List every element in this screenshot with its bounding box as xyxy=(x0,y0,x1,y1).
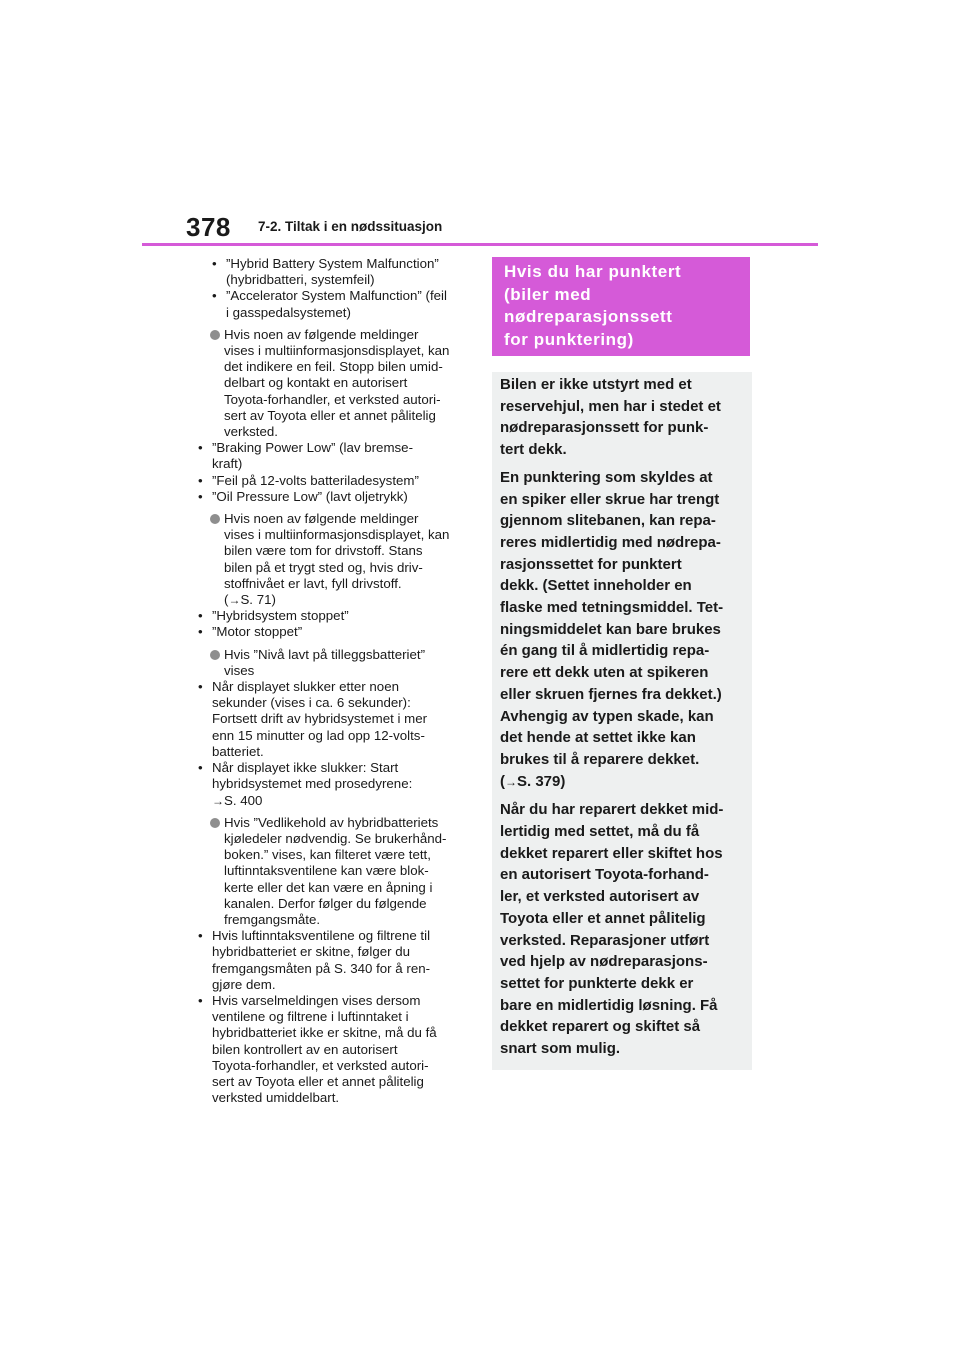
paragraph-line: Toyota eller et annet pålitelig xyxy=(500,909,706,927)
bullet-paragraph xyxy=(210,511,472,608)
list-item xyxy=(196,489,472,505)
page-number: 378 xyxy=(186,212,231,242)
paragraph-line: kerte eller det kan være en åpning i xyxy=(224,879,433,895)
paragraph-line: ler, et verksted autorisert av xyxy=(500,888,700,906)
paragraph-line: boken.” vises, kan filteret være tett, xyxy=(224,847,431,863)
info-paragraph xyxy=(500,374,744,461)
paragraph-line: nødreparasjonssett for punk- xyxy=(500,419,709,437)
list-item xyxy=(196,993,472,1106)
paragraph-line: dekket reparert eller skiftet hos xyxy=(500,844,723,862)
list-item-line: ”Motor stoppet” xyxy=(212,624,303,640)
sub-list xyxy=(196,679,472,809)
list-item-line: sert av Toyota eller et annet pålitelig xyxy=(212,1073,424,1089)
heading-line: nødreparasjonssett xyxy=(504,307,673,326)
list-item-line: bilen kontrollert av en autorisert xyxy=(212,1041,398,1057)
paragraph-line: én gang til å midlertidig repa- xyxy=(500,642,710,660)
bullet-paragraph xyxy=(210,327,472,440)
paragraph-line: brukes til å reparere dekket. xyxy=(500,750,700,768)
paragraph-line: verksted. Reparasjoner utført xyxy=(500,931,710,949)
list-item-line: i gasspedalsystemet) xyxy=(226,304,351,320)
paragraph-line: snart som mulig. xyxy=(500,1040,621,1058)
info-box xyxy=(492,372,752,1070)
sub-list xyxy=(196,608,472,640)
paragraph-line: reservehjul, men har i stedet et xyxy=(500,397,721,415)
paragraph-line: Hvis noen av følgende meldinger xyxy=(224,511,419,527)
bullet-mark: • xyxy=(198,488,203,504)
paragraph-line: en autorisert Toyota-forhand- xyxy=(500,866,709,884)
list-item xyxy=(196,608,472,624)
paragraph-line: stoffnivået er lavt, fyll drivstoff. xyxy=(224,575,402,591)
list-item-line: verksted umiddelbart. xyxy=(212,1090,340,1106)
heading-box xyxy=(492,257,750,356)
paragraph-line: det hende at settet ikke kan xyxy=(500,729,696,747)
list-item-line: Hvis luftinntaksventilene og filtrene til xyxy=(212,928,431,944)
list-item-line: ventilene og filtrene i luftinntaket i xyxy=(212,1009,409,1025)
paragraph-line: Toyota-forhandler, et verksted autori- xyxy=(224,391,441,407)
list-item-line: hybridbatteriet ikke er skitne, må du få xyxy=(212,1025,437,1041)
paragraph-line: fremgangsmåte. xyxy=(224,911,321,927)
paragraph-line: lertidig med settet, må du få xyxy=(500,823,700,841)
arrow-icon: → xyxy=(505,774,517,789)
paragraph-line: tert dekk. xyxy=(500,441,567,459)
ref-text: S. 71) xyxy=(240,592,276,608)
paragraph-line: reres midlertidig med nødrepa- xyxy=(500,533,721,551)
list-item-line: Når displayet ikke slukker: Start xyxy=(212,760,399,776)
list-item-line: fremgangsmåten på S. 340 for å ren- xyxy=(212,960,431,976)
paragraph-line: en spiker eller skrue har trengt xyxy=(500,490,720,508)
paragraph-line: kjøledeler nødvendig. Se brukerhånd- xyxy=(224,830,447,846)
list-item-line: Fortsett drift av hybridsystemet i mer xyxy=(212,711,428,727)
list-item-line: Når displayet slukker etter noen xyxy=(212,679,399,695)
heading-line: for punktering) xyxy=(504,329,634,349)
paragraph-line: verksted. xyxy=(224,424,278,440)
list-item-line: hybridbatteriet er skitne, følger du xyxy=(212,944,411,960)
ref-text: S. 400 xyxy=(224,792,263,808)
bullet-mark: • xyxy=(212,256,217,271)
paragraph-line: sert av Toyota eller et annet pålitelig xyxy=(224,407,436,423)
list-item xyxy=(196,679,472,760)
paragraph-line: bilen være tom for drivstoff. Stans xyxy=(224,543,423,559)
list-item-line: batteriet. xyxy=(212,743,264,759)
bullet-mark: • xyxy=(198,624,203,640)
list-item xyxy=(196,928,472,993)
paragraph-line: vises i multiinformasjonsdisplayet, kan xyxy=(224,343,450,359)
list-item-line: ”Feil på 12-volts batteriladesystem” xyxy=(212,472,419,488)
paragraph-line: flaske med tetningsmiddel. Tet- xyxy=(500,599,724,617)
list-item-line: sekunder (vises i ca. 6 sekunder): xyxy=(212,695,411,711)
paragraph-line: Avhengig av typen skade, kan xyxy=(500,707,714,725)
list-item-line: (hybridbatteri, systemfeil) xyxy=(226,272,375,288)
bullet-mark: • xyxy=(198,608,203,624)
page-reference xyxy=(500,771,744,794)
ref-open: ( xyxy=(500,772,505,790)
bullet-mark: • xyxy=(198,928,203,944)
header-rule xyxy=(142,243,818,246)
bullet-mark: • xyxy=(198,472,203,488)
sub-list xyxy=(196,928,472,1106)
paragraph-line: Bilen er ikke utstyrt med et xyxy=(500,376,692,393)
bullet-dot-icon xyxy=(210,330,220,340)
bullet-paragraph xyxy=(210,815,472,928)
list-item-line: kraft) xyxy=(212,456,243,472)
bullet-mark: • xyxy=(198,760,203,776)
bullet-mark: • xyxy=(212,288,217,304)
arrow-icon: → xyxy=(228,593,241,608)
paragraph-line: dekk. (Settet inneholder en xyxy=(500,577,692,595)
bullet-paragraph xyxy=(210,647,472,679)
list-item-line: ”Accelerator System Malfunction” (feil xyxy=(226,288,447,304)
paragraph-line: bare en midlertidig løsning. Få xyxy=(500,996,718,1014)
info-paragraph xyxy=(500,799,744,1059)
bullet-dot-icon xyxy=(210,650,220,660)
paragraph-line: settet for punkterte dekk er xyxy=(500,974,694,992)
paragraph-line: bilen på et trygt sted og, hvis driv- xyxy=(224,559,423,575)
list-item xyxy=(210,256,472,288)
list-item xyxy=(196,473,472,489)
paragraph-line: ved hjelp av nødreparasjons- xyxy=(500,953,708,971)
list-item xyxy=(196,760,472,792)
bullet-mark: • xyxy=(198,440,203,456)
list-item-line: ”Hybridsystem stoppet” xyxy=(212,608,349,624)
page-reference xyxy=(196,793,472,809)
paragraph-line: En punktering som skyldes at xyxy=(500,468,713,486)
bullet-dot-icon xyxy=(210,818,220,828)
ref-open: ( xyxy=(224,592,229,608)
list-item-line: ”Hybrid Battery System Malfunction” xyxy=(226,256,439,271)
sub-list xyxy=(196,440,472,505)
bullet-dot-icon xyxy=(210,514,220,524)
list-item-line: gjøre dem. xyxy=(212,976,276,992)
paragraph-line: eller skruen fjernes fra dekket.) xyxy=(500,685,722,703)
paragraph-line: Hvis ”Nivå lavt på tilleggsbatteriet” xyxy=(224,646,426,662)
paragraph-line: luftinntaksventilene kan være blok- xyxy=(224,863,429,879)
paragraph-line: vises i multiinformasjonsdisplayet, kan xyxy=(224,527,450,543)
heading-line: (biler med xyxy=(504,284,592,304)
paragraph-line: det indikere en feil. Stopp bilen umid- xyxy=(224,359,443,375)
paragraph-line: ningsmiddelet kan bare brukes xyxy=(500,620,721,638)
list-item-line: Toyota-forhandler, et verksted autori- xyxy=(212,1057,429,1073)
list-item-line: enn 15 minutter og lad opp 12-volts- xyxy=(212,727,425,743)
bullet-mark: • xyxy=(198,992,203,1008)
paragraph-line: rasjonssettet for punktert xyxy=(500,555,682,573)
paragraph-line: Hvis ”Vedlikehold av hybridbatteriets xyxy=(224,814,439,830)
paragraph-line: Når du har reparert dekket mid- xyxy=(500,801,724,819)
list-item xyxy=(210,288,472,320)
bullet-mark: • xyxy=(198,679,203,695)
ref-text: S. 379) xyxy=(517,772,566,790)
paragraph-line: delbart og kontakt en autorisert xyxy=(224,375,408,391)
list-item xyxy=(196,440,472,472)
info-paragraph xyxy=(500,467,744,794)
list-item-line: Hvis varselmeldingen vises dersom xyxy=(212,992,421,1008)
paragraph-line: vises xyxy=(224,662,255,678)
list-item-line: ”Oil Pressure Low” (lavt oljetrykk) xyxy=(212,488,408,504)
list-item-line: hybridsystemet med prosedyrene: xyxy=(212,776,413,792)
paragraph-line: rere ett dekk uten at spikeren xyxy=(500,664,709,682)
section-title: 7-2. Tiltak i en nødssituasjon xyxy=(258,219,443,234)
left-column xyxy=(198,256,472,1106)
list-item xyxy=(196,624,472,640)
paragraph-line: dekket reparert og skiftet så xyxy=(500,1018,701,1036)
paragraph-line: Hvis noen av følgende meldinger xyxy=(224,326,419,342)
arrow-icon: → xyxy=(212,793,224,808)
heading-line: Hvis du har punktert xyxy=(504,262,682,281)
list-item-line: ”Braking Power Low” (lav bremse- xyxy=(212,440,413,456)
paragraph-line: kanalen. Derfor følger du følgende xyxy=(224,895,427,911)
paragraph-line: gjennom slitebanen, kan repa- xyxy=(500,512,716,530)
page-reference xyxy=(224,592,472,608)
